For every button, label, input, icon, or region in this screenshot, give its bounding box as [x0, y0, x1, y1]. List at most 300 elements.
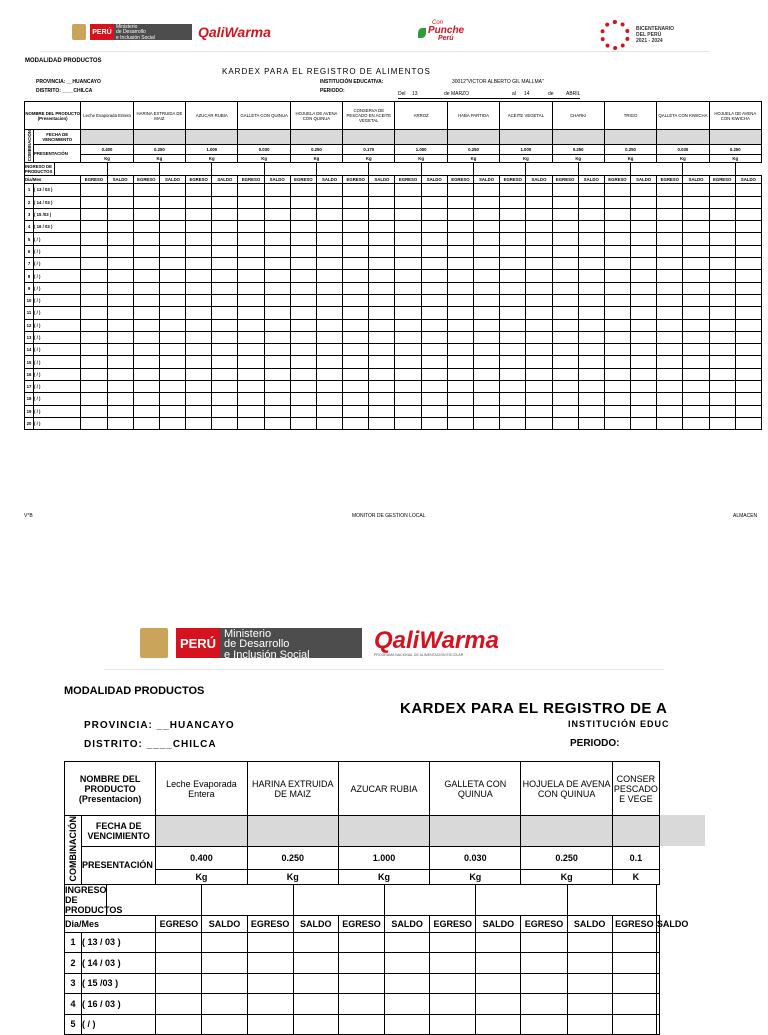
saldo-cell	[369, 208, 395, 220]
egreso-header: EGRESO	[247, 915, 293, 932]
saldo-cell	[578, 196, 604, 208]
saldo-cell	[316, 319, 342, 331]
subheader-row	[65, 915, 660, 932]
saldo-cell	[107, 393, 133, 405]
row-number: 6	[25, 245, 34, 257]
egreso-cell	[447, 307, 473, 319]
saldo-cell	[474, 393, 500, 405]
egreso-cell	[290, 294, 316, 306]
egreso-cell	[612, 932, 656, 953]
saldo-cell	[212, 368, 238, 380]
saldo-cell	[631, 282, 657, 294]
egreso-cell	[343, 294, 369, 306]
egreso-cell	[709, 368, 735, 380]
saldo-cell	[735, 331, 761, 343]
egreso-cell	[238, 344, 264, 356]
egreso-cell	[186, 331, 212, 343]
saldo-cell	[316, 258, 342, 270]
periodo-values: Del 13 de MARZO al 14 de ABRIL	[398, 91, 581, 97]
egreso-cell	[238, 331, 264, 343]
egreso-cell	[81, 258, 107, 270]
egreso-cell	[238, 270, 264, 282]
saldo-cell	[631, 294, 657, 306]
egreso-cell	[552, 245, 578, 257]
egreso-cell	[343, 319, 369, 331]
row-date: ( / )	[34, 245, 81, 257]
saldo-cell	[474, 221, 500, 233]
egreso-cell	[500, 307, 526, 319]
presentacion-unit: Kg	[709, 155, 761, 163]
saldo-cell	[578, 368, 604, 380]
presentacion-unit: Kg	[156, 869, 247, 884]
egreso-cell	[247, 932, 293, 953]
table-row	[25, 319, 762, 331]
egreso-cell	[657, 368, 683, 380]
saldo-cell	[683, 208, 709, 220]
saldo-cell	[212, 208, 238, 220]
presentacion-unit: Kg	[500, 155, 552, 163]
saldo-cell	[264, 331, 290, 343]
saldo-cell	[526, 368, 552, 380]
egreso-cell	[238, 294, 264, 306]
egreso-cell	[156, 994, 202, 1015]
egreso-cell	[500, 319, 526, 331]
egreso-cell	[156, 973, 202, 994]
egreso-cell	[657, 294, 683, 306]
egreso-cell	[657, 393, 683, 405]
saldo-cell	[526, 208, 552, 220]
saldo-cell	[369, 405, 395, 417]
saldo-cell	[578, 258, 604, 270]
saldo-cell	[526, 196, 552, 208]
saldo-cell	[735, 282, 761, 294]
saldo-cell	[578, 294, 604, 306]
egreso-cell	[238, 221, 264, 233]
nombre-producto-header: NOMBRE DEL PRODUCTO (Presentacion)	[25, 102, 81, 130]
egreso-cell	[290, 381, 316, 393]
egreso-cell	[133, 196, 159, 208]
row-number: 12	[25, 319, 34, 331]
bicentenario-logo: BICENTENARIO DEL PERÚ 2021 - 2024	[600, 20, 674, 50]
egreso-cell	[81, 417, 107, 429]
presentacion-unit: Kg	[657, 155, 709, 163]
egreso-cell	[186, 208, 212, 220]
presentacion-qty: 0.030	[657, 145, 709, 155]
egreso-header: EGRESO	[338, 915, 384, 932]
egreso-cell	[604, 381, 630, 393]
saldo-cell	[526, 282, 552, 294]
saldo-cell	[578, 381, 604, 393]
saldo-cell	[474, 270, 500, 282]
egreso-cell	[657, 405, 683, 417]
saldo-cell	[107, 196, 133, 208]
saldo-cell	[631, 196, 657, 208]
egreso-cell	[447, 381, 473, 393]
saldo-cell	[421, 233, 447, 245]
saldo-cell	[683, 344, 709, 356]
ingreso-cell	[578, 163, 630, 176]
egreso-cell	[247, 1014, 293, 1035]
egreso-header: EGRESO	[657, 176, 683, 184]
row-number: 11	[25, 307, 34, 319]
egreso-cell	[395, 344, 421, 356]
saldo-cell	[369, 294, 395, 306]
saldo-cell	[474, 417, 500, 429]
egreso-cell	[133, 417, 159, 429]
diames-label: Dia/Mes	[25, 176, 81, 184]
product-name: CONSERVA DE PESCADO EN ACEITE VEGETAL	[343, 102, 395, 130]
egreso-cell	[500, 344, 526, 356]
row-number: 20	[25, 417, 34, 429]
egreso-cell	[238, 258, 264, 270]
table-row	[25, 417, 762, 429]
egreso-header: EGRESO	[290, 176, 316, 184]
product-name: HOJUELA DE AVENA CON QUINUA	[290, 102, 342, 130]
saldo-cell	[212, 196, 238, 208]
saldo-cell	[631, 245, 657, 257]
fecha-cell	[338, 816, 429, 847]
egreso-cell	[186, 307, 212, 319]
egreso-cell	[133, 221, 159, 233]
row-number: 3	[65, 973, 82, 994]
egreso-cell	[604, 184, 630, 196]
egreso-cell	[186, 405, 212, 417]
saldo-cell	[476, 932, 521, 953]
ingreso-cell	[264, 163, 316, 176]
saldo-header: SALDO	[683, 176, 709, 184]
table-row	[25, 368, 762, 380]
egreso-cell	[500, 258, 526, 270]
saldo-cell	[202, 932, 247, 953]
table-row	[25, 307, 762, 319]
egreso-cell	[238, 184, 264, 196]
product-name: HOJUELA DE AVENA CON KIWICHA	[709, 102, 761, 130]
egreso-cell	[290, 368, 316, 380]
egreso-cell	[343, 258, 369, 270]
saldo-cell	[631, 270, 657, 282]
egreso-cell	[709, 307, 735, 319]
saldo-cell	[369, 381, 395, 393]
saldo-cell	[369, 184, 395, 196]
egreso-header: EGRESO	[447, 176, 473, 184]
egreso-cell	[81, 196, 107, 208]
ingreso-cell	[683, 163, 735, 176]
saldo-cell	[526, 258, 552, 270]
saldo-cell	[474, 258, 500, 270]
egreso-cell	[238, 245, 264, 257]
egreso-cell	[604, 258, 630, 270]
egreso-cell	[81, 393, 107, 405]
product-name: AZUCAR RUBIA	[338, 762, 429, 816]
saldo-cell	[159, 282, 185, 294]
saldo-cell	[212, 221, 238, 233]
egreso-cell	[290, 393, 316, 405]
egreso-header: EGRESO	[552, 176, 578, 184]
egreso-cell	[447, 356, 473, 368]
saldo-cell	[369, 417, 395, 429]
egreso-cell	[657, 356, 683, 368]
row-number: 3	[25, 208, 34, 220]
egreso-cell	[552, 221, 578, 233]
egreso-header: EGRESO	[186, 176, 212, 184]
egreso-cell	[521, 994, 567, 1015]
egreso-cell	[447, 282, 473, 294]
row-date: ( / )	[34, 294, 81, 306]
saldo-cell	[264, 208, 290, 220]
egreso-cell	[133, 356, 159, 368]
egreso-cell	[395, 233, 421, 245]
table-row	[25, 331, 762, 343]
presentacion-label: PRESENTACIÓN	[34, 145, 81, 163]
egreso-cell	[186, 294, 212, 306]
egreso-cell	[430, 973, 476, 994]
saldo-cell	[474, 196, 500, 208]
product-name: Leche Evaporada Entera	[156, 762, 247, 816]
peru-logo-label: Perú	[438, 35, 454, 42]
ingreso-cell	[421, 163, 473, 176]
saldo-cell	[369, 331, 395, 343]
distrito-label: DISTRITO: ____CHILCA	[36, 88, 93, 94]
table-row	[25, 184, 762, 196]
egreso-cell	[186, 258, 212, 270]
saldo-cell	[107, 331, 133, 343]
saldo-cell	[683, 294, 709, 306]
saldo-cell	[567, 994, 612, 1015]
presentacion-row	[25, 145, 762, 155]
saldo-cell	[316, 294, 342, 306]
egreso-cell	[552, 196, 578, 208]
table-row	[65, 994, 660, 1015]
egreso-cell	[604, 233, 630, 245]
fecha-vencimiento-label: FECHA DE VENCIMIENTO	[82, 816, 156, 847]
saldo-header: SALDO	[656, 915, 659, 932]
row-number: 18	[25, 393, 34, 405]
presentacion-unit: Kg	[238, 155, 290, 163]
egreso-cell	[657, 196, 683, 208]
saldo-cell	[578, 319, 604, 331]
saldo-cell	[526, 307, 552, 319]
presentacion-qty: 0.030	[430, 847, 521, 870]
saldo-cell	[369, 270, 395, 282]
saldo-cell	[474, 294, 500, 306]
fecha-cell	[186, 130, 238, 145]
egreso-cell	[81, 344, 107, 356]
saldo-cell	[316, 208, 342, 220]
saldo-cell	[631, 208, 657, 220]
egreso-cell	[247, 994, 293, 1015]
saldo-cell	[385, 932, 430, 953]
saldo-cell	[421, 258, 447, 270]
saldo-cell	[578, 233, 604, 245]
table-row	[25, 233, 762, 245]
row-date: ( 13 / 03 )	[34, 184, 81, 196]
egreso-cell	[500, 393, 526, 405]
presentacion-qty: 0.250	[290, 145, 342, 155]
saldo-cell	[631, 319, 657, 331]
egreso-cell	[290, 405, 316, 417]
table-row	[25, 344, 762, 356]
saldo-cell	[656, 973, 659, 994]
saldo-cell	[159, 417, 185, 429]
fecha-cell	[612, 816, 659, 847]
egreso-cell	[290, 356, 316, 368]
presentacion-unit: Kg	[604, 155, 656, 163]
table-row	[25, 405, 762, 417]
saldo-cell	[212, 184, 238, 196]
presentacion-qty: 0.250	[133, 145, 185, 155]
saldo-cell	[107, 344, 133, 356]
nombre-producto-header: NOMBRE DEL PRODUCTO (Presentacion)	[65, 762, 156, 816]
egreso-cell	[552, 294, 578, 306]
egreso-cell	[447, 245, 473, 257]
egreso-cell	[238, 282, 264, 294]
saldo-cell	[264, 368, 290, 380]
saldo-header: SALDO	[212, 176, 238, 184]
saldo-cell	[107, 356, 133, 368]
saldo-cell	[369, 393, 395, 405]
saldo-cell	[159, 307, 185, 319]
egreso-cell	[186, 319, 212, 331]
saldo-cell	[293, 994, 338, 1015]
egreso-header: EGRESO	[343, 176, 369, 184]
table-row	[65, 973, 660, 994]
saldo-cell	[631, 393, 657, 405]
saldo-cell	[316, 331, 342, 343]
egreso-cell	[290, 245, 316, 257]
egreso-cell	[395, 270, 421, 282]
egreso-cell	[81, 319, 107, 331]
saldo-cell	[264, 196, 290, 208]
egreso-cell	[156, 932, 202, 953]
table-row	[25, 208, 762, 220]
egreso-cell	[709, 270, 735, 282]
presentacion-qty: 0.250	[521, 847, 612, 870]
row-number: 1	[25, 184, 34, 196]
egreso-cell	[395, 417, 421, 429]
egreso-header: EGRESO	[430, 915, 476, 932]
saldo-cell	[316, 245, 342, 257]
row-date: ( / )	[34, 307, 81, 319]
row-date: ( / )	[34, 331, 81, 343]
saldo-cell	[421, 368, 447, 380]
saldo-cell	[567, 973, 612, 994]
egreso-cell	[186, 184, 212, 196]
egreso-cell	[500, 294, 526, 306]
egreso-cell	[81, 184, 107, 196]
zoom-periodo-label: PERIODO:	[570, 738, 620, 749]
egreso-cell	[500, 233, 526, 245]
saldo-cell	[385, 973, 430, 994]
saldo-cell	[264, 221, 290, 233]
ingreso-cell	[526, 163, 578, 176]
egreso-header: EGRESO	[81, 176, 107, 184]
egreso-cell	[133, 405, 159, 417]
saldo-cell	[683, 417, 709, 429]
saldo-cell	[316, 282, 342, 294]
fecha-cell	[238, 130, 290, 145]
egreso-cell	[709, 184, 735, 196]
egreso-cell	[447, 368, 473, 380]
saldo-cell	[159, 196, 185, 208]
zoom-ministerio-logo	[140, 627, 499, 661]
saldo-cell	[735, 270, 761, 282]
header-row	[65, 762, 660, 816]
saldo-cell	[264, 294, 290, 306]
saldo-cell	[421, 356, 447, 368]
egreso-cell	[81, 331, 107, 343]
saldo-cell	[212, 282, 238, 294]
egreso-cell	[500, 221, 526, 233]
egreso-cell	[552, 356, 578, 368]
ingreso-cell	[293, 884, 384, 915]
saldo-cell	[735, 307, 761, 319]
table-row	[25, 258, 762, 270]
egreso-cell	[612, 994, 656, 1015]
saldo-cell	[316, 417, 342, 429]
egreso-cell	[81, 294, 107, 306]
egreso-cell	[395, 381, 421, 393]
egreso-cell	[238, 368, 264, 380]
egreso-cell	[604, 331, 630, 343]
egreso-cell	[709, 282, 735, 294]
egreso-cell	[238, 417, 264, 429]
saldo-cell	[631, 184, 657, 196]
egreso-cell	[657, 344, 683, 356]
egreso-cell	[521, 973, 567, 994]
saldo-cell	[631, 331, 657, 343]
saldo-cell	[107, 245, 133, 257]
egreso-cell	[156, 1014, 202, 1035]
saldo-cell	[526, 270, 552, 282]
egreso-cell	[447, 294, 473, 306]
row-date: ( 16 / 03 )	[82, 994, 156, 1015]
egreso-cell	[447, 233, 473, 245]
egreso-cell	[238, 196, 264, 208]
saldo-cell	[293, 953, 338, 974]
presentacion-unit: Kg	[290, 155, 342, 163]
egreso-cell	[343, 381, 369, 393]
saldo-cell	[159, 208, 185, 220]
saldo-cell	[316, 270, 342, 282]
egreso-cell	[604, 270, 630, 282]
egreso-cell	[447, 417, 473, 429]
saldo-cell	[735, 356, 761, 368]
saldo-cell	[656, 932, 659, 953]
table-row	[65, 1014, 660, 1035]
provincia-label: PROVINCIA: __HUANCAYO	[36, 79, 101, 85]
egreso-cell	[81, 208, 107, 220]
saldo-header: SALDO	[264, 176, 290, 184]
qaliwarma-logo: QaliWarma	[374, 627, 499, 654]
saldo-cell	[683, 356, 709, 368]
saldo-cell	[316, 233, 342, 245]
table-row	[25, 381, 762, 393]
row-date: ( / )	[34, 344, 81, 356]
institucion-value: 30012"VICTOR ALBERTO GIL MALLMA"	[452, 79, 544, 85]
ministerio-label: Ministerio de Desarrollo e Inclusión Social	[114, 24, 192, 40]
saldo-cell	[264, 233, 290, 245]
saldo-cell	[526, 381, 552, 393]
egreso-cell	[604, 294, 630, 306]
row-date: ( / )	[34, 417, 81, 429]
saldo-cell	[264, 307, 290, 319]
product-name: ACEITE VEGETAL	[500, 102, 552, 130]
egreso-cell	[133, 294, 159, 306]
egreso-cell	[395, 208, 421, 220]
saldo-cell	[264, 282, 290, 294]
presentacion-qty: 0.250	[552, 145, 604, 155]
saldo-cell	[683, 405, 709, 417]
